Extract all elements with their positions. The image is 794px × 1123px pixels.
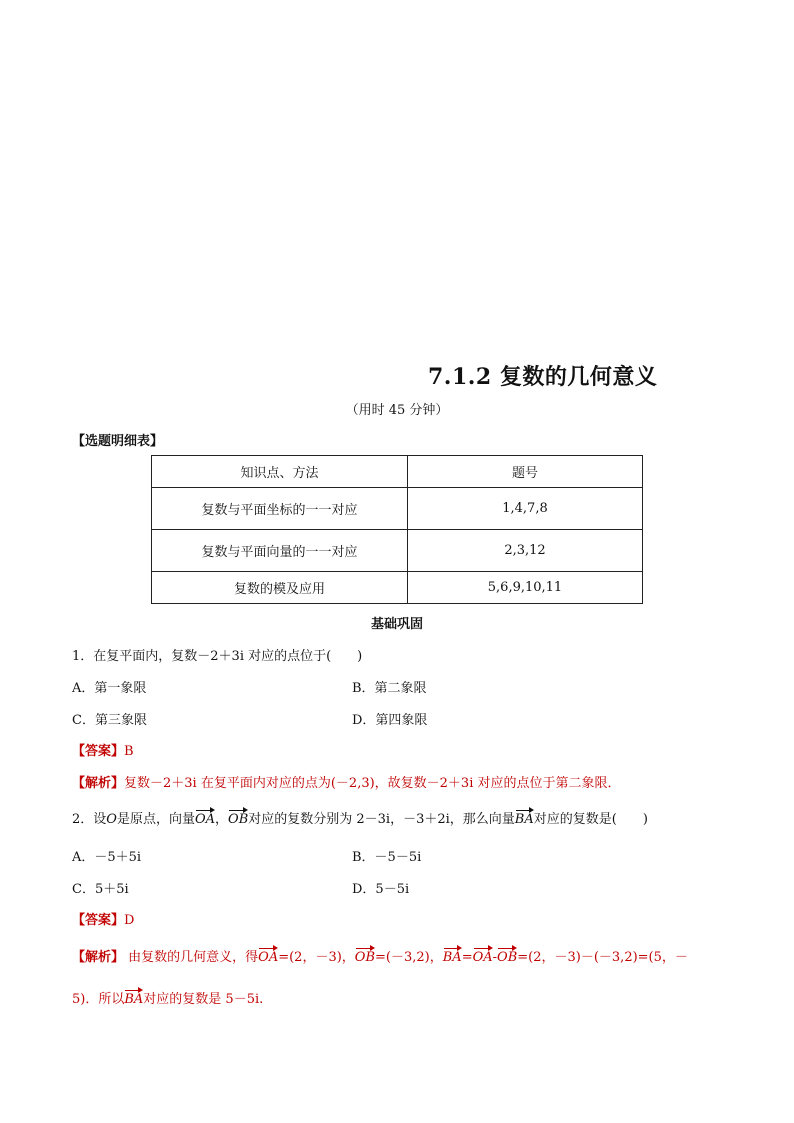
table-cell: 5,6,9,10,11 [408,572,643,604]
table-cell: 复数的模及应用 [152,572,408,604]
analysis-text: 复数－2＋3i 在复平面内对应的点为(－2,3)，故复数－2＋3i 对应的点位于第二象限． [124,776,621,791]
question-2-answer [72,909,134,928]
question-1-stem: 1．在复平面内，复数－2＋3i 对应的点位于( ) [72,649,363,664]
topic-table [151,455,643,604]
vector-ob: OB [497,946,517,965]
vector-ba: BA [515,808,534,827]
vector-ba: BA [124,988,143,1007]
question-2-stem [72,808,648,827]
analysis-text: =(2，－3)， [278,950,355,965]
vector-oa: OA [258,946,278,965]
analysis-text: 由复数的几何意义，得 [124,950,259,965]
table-cell: 1,4,7,8 [408,488,643,530]
vector-oa: OA [473,946,493,965]
page-title: 7.1.2 复数的几何意义 [428,364,658,390]
stem-text: 对应的复数是( ) [533,812,648,827]
question-1-answer [72,740,134,759]
stem-text: 对应的复数分别为 2－3i，－3＋2i，那么向量 [248,812,515,827]
question-1-option-c: C．第三象限 [72,713,147,728]
analysis-text: = [461,950,473,965]
question-1-option-d: D．第四象限 [352,713,428,728]
question-2-analysis [72,946,688,965]
analysis-tag: 【解析】 [72,950,125,965]
stem-text: 是原点，向量 [116,812,195,827]
table-label: 【选题明细表】 [72,434,164,449]
answer-tag: 【答案】 [72,913,125,928]
stem-text: ， [215,812,229,827]
stem-text: 2．设 [72,812,107,827]
table-row [152,488,643,530]
table-cell: 复数与平面向量的一一对应 [152,530,408,572]
question-2-option-d: D．5－5i [352,882,410,897]
table-cell: 复数与平面坐标的一一对应 [152,488,408,530]
vector-ba: BA [443,946,462,965]
table-row [152,572,643,604]
vector-oa: OA [195,808,215,827]
question-1-analysis [72,772,621,791]
answer-value: D [124,913,135,928]
analysis-text: =(－3,2)， [375,950,443,965]
analysis-text: - [492,950,498,965]
table-header-row [152,456,643,488]
table-header-cell: 题号 [408,456,643,488]
analysis-text: 5)．所以 [72,992,125,1007]
analysis-text: =(2，－3)－(－3,2)=(5，－ [517,950,688,965]
section-title: 基础巩固 [370,617,423,632]
vector-ob: OB [355,946,375,965]
table-cell: 2,3,12 [408,530,643,572]
question-2-option-c: C．5＋5i [72,882,129,897]
question-2-option-a: A．－5＋5i [72,850,142,865]
analysis-text: 对应的复数是 5－5i. [143,992,264,1007]
analysis-tag: 【解析】 [72,776,125,791]
question-1-option-b: B．第二象限 [352,681,427,696]
question-2-analysis-cont [72,988,263,1007]
question-2-option-b: B．－5－5i [352,850,422,865]
answer-value: B [124,744,134,759]
answer-tag: 【答案】 [72,744,125,759]
time-note: （用时 45 分钟） [345,403,449,418]
vector-ob: OB [228,808,248,827]
table-header-cell: 知识点、方法 [152,456,408,488]
stem-origin: O [106,812,117,827]
table-row [152,530,643,572]
question-1-option-a: A．第一象限 [72,681,147,696]
